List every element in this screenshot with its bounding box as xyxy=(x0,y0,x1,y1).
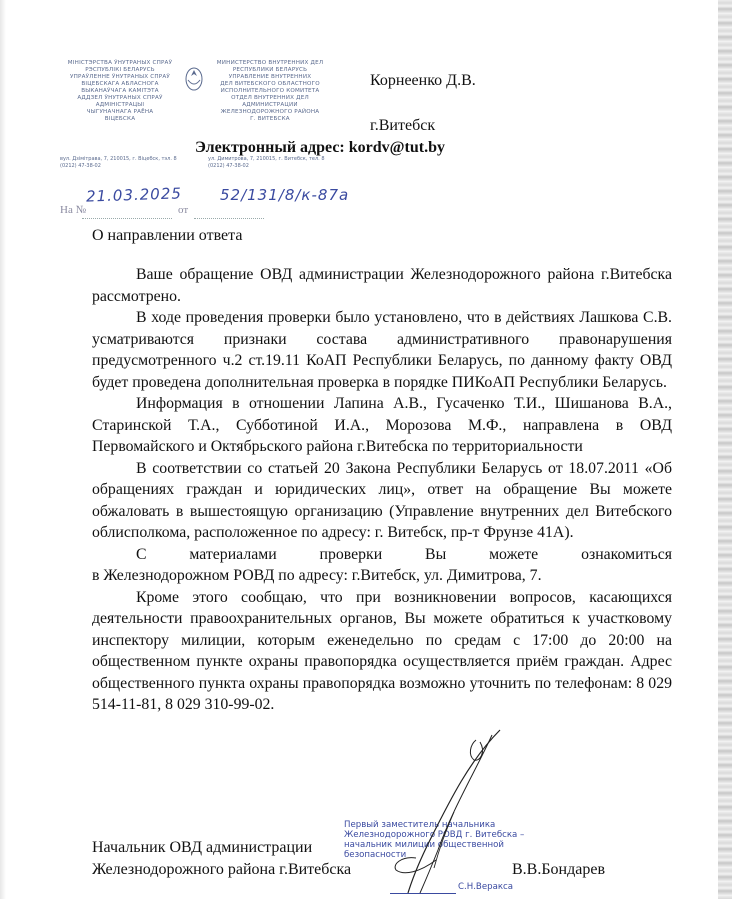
stamp-signer-name: С.Н.Веракса xyxy=(458,882,514,892)
letterhead-right-line: ДЕЛ ВИТЕБСКОГО ОБЛАСТНОГО xyxy=(220,81,320,87)
addressee-email xyxy=(195,139,445,157)
addressee-city: г.Витебск xyxy=(370,117,436,134)
scan-edge-left xyxy=(0,0,6,899)
letterhead-left-line: ВІЦЕБСКАГА АБЛАСНОГА xyxy=(81,81,159,87)
email-label: Электронный адрес: xyxy=(195,139,345,156)
stamp-line: безопасности xyxy=(344,850,407,860)
body-paragraph-5-word: ознакомиться xyxy=(581,545,672,563)
letter-body xyxy=(92,264,672,716)
stamp-line: Железнодорожного РОВД г. Витебска – xyxy=(344,830,525,840)
stamp-line: Первый заместитель начальника xyxy=(344,820,496,830)
body-paragraph-5-word: материалами xyxy=(189,545,277,563)
letterhead-left-line: ЧЫГУНАЧНАГА РАЁНА xyxy=(86,109,154,115)
reference-number-underline xyxy=(82,218,172,219)
stamp-signature-line xyxy=(390,893,456,894)
letterhead-left-line: МІНІСТЭРСТВА ЎНУТРАНЫХ СПРАЎ xyxy=(67,60,173,66)
reference-date-underline xyxy=(194,218,264,219)
letterhead-right-line: ИСПОЛНИТЕЛЬНОГО КОМИТЕТА xyxy=(220,88,320,94)
letterhead-left-line: АДМІНІСТРАЦЫІ xyxy=(95,102,145,108)
registration-number: 52/131/8/к-87а xyxy=(220,186,350,204)
letterhead-right-line: МИНИСТЕРСТВО ВНУТРЕННИХ ДЕЛ xyxy=(216,60,324,66)
stamp-line: начальник милиции общественной xyxy=(344,840,504,850)
letterhead-right-line: РЕСПУБЛИКИ БЕЛАРУСЬ xyxy=(232,67,308,73)
signatory-position-line-1: Начальник ОВД администрации xyxy=(92,839,313,856)
body-paragraph-3: Информация в отношении Лапина А.В., Гусаченко Т.И., Шишанова В.А., Старинской Т.А., Субботиной И.А., Морозова М.Ф., направлена в ОВД Первомайского и Октябрьского района г.Витебска по территориальности xyxy=(92,395,672,455)
body-paragraph-5-word: Вы xyxy=(425,545,447,563)
signatory-name: В.В.Бондарев xyxy=(512,861,605,878)
letterhead-right-line: ОТДЕЛ ВНУТРЕННИХ ДЕЛ xyxy=(231,95,309,101)
letterhead-left-line: РЭСПУБЛІКІ БЕЛАРУСЬ xyxy=(85,67,155,73)
body-paragraph-1: Ваше обращение ОВД администрации Железнодорожного района г.Витебска рассмотрено. xyxy=(92,266,672,305)
body-paragraph-6: Кроме этого сообщаю, что при возникновении вопросов, касающихся деятельности правоохранительных органов, Вы можете обратиться к участковому инспектору милиции, которым еженедельно по средам с 17:00 до 20:00 на общественном пункте охраны правопорядка осуществляется приём граждан. Адрес общественного пункта охраны правопорядка возможно уточнить по телефонам: 8 029 514-11-81, 8 029 310-99-02. xyxy=(92,588,672,713)
body-paragraph-5-word: можете xyxy=(489,545,539,563)
registration-line xyxy=(60,184,380,220)
letter-subject: О направлении ответа xyxy=(92,227,243,244)
scan-edge-right xyxy=(718,0,732,899)
body-paragraph-5 xyxy=(92,544,672,566)
letterhead-left-contacts: вул. Дзімітрава, 7, 210015, г. Віцебск, тэл. 8 (0212) 47-38-02 xyxy=(60,156,177,169)
letterhead-right-line: ЖЕЛЕЗНОДОРОЖНОГО РАЙОНА xyxy=(220,109,320,115)
reference-date-label: от xyxy=(178,204,189,216)
body-paragraph-5-rest: в Железнодорожном РОВД по адресу: г.Витебск, ул. Димитрова, 7. xyxy=(92,567,542,584)
body-paragraph-5-word: С xyxy=(136,545,147,563)
letterhead-right-line: УПРАВЛЕНИЕ ВНУТРЕННИХ xyxy=(228,74,312,80)
letterhead xyxy=(56,60,346,190)
letterhead-left-line: ВЫКАНАЎЧАГА КАМІТЭТА xyxy=(81,88,159,94)
body-paragraph-2: В ходе проведения проверки было установлено, что в действиях Лашкова С.В. усматриваются признаки состава административного правонарушения предусмотренного ч.2 ст.19.11 КоАП Республики Беларусь, по данному факту ОВД будет проведена дополнительная проверка в порядке ПИКоАП Республики Беларусь. xyxy=(92,309,672,391)
body-paragraph-5-first-line xyxy=(136,544,672,566)
letterhead-right-column xyxy=(206,60,334,123)
letterhead-left-line: АДДЗЕЛ ЎНУТРАНЫХ СПРАЎ xyxy=(77,95,163,101)
letterhead-right-line: Г. ВИТЕБСКА xyxy=(250,116,290,122)
reference-number-label: На № xyxy=(60,204,87,216)
letterhead-right-contacts: ул. Димитрова, 7, 210015, г. Витебск, тел. 8 (0212) 47-38-02 xyxy=(208,156,325,169)
letterhead-left-line: УПРАЎЛЕННЕ ЎНУТРАНЫХ СПРАЎ xyxy=(69,74,170,80)
addressee-name: Корнеенко Д.В. xyxy=(370,72,476,89)
letterhead-right-line: АДМИНИСТРАЦИИ xyxy=(242,102,298,108)
letterhead-left-line: ВІЦЕБСКА xyxy=(104,116,136,122)
signatory-position-line-2: Железнодорожного района г.Витебска xyxy=(92,861,352,878)
body-paragraph-4: В соответствии со статьей 20 Закона Республики Беларусь от 18.07.2011 «Об обращениях граждан и юридических лиц», ответ на обращение Вы можете обжаловать в вышестоящую организацию (Управление внутренних дел Витебского облисполкома, расположенное по адресу: г. Витебск, пр-т Фрунзе 41А). xyxy=(92,459,672,541)
emblem-icon xyxy=(184,66,204,92)
email-value: kordv@tut.by xyxy=(348,139,445,156)
registration-date: 21.03.2025 xyxy=(85,184,183,206)
body-paragraph-5-word: проверки xyxy=(319,545,383,563)
letterhead-left-column xyxy=(56,60,184,123)
